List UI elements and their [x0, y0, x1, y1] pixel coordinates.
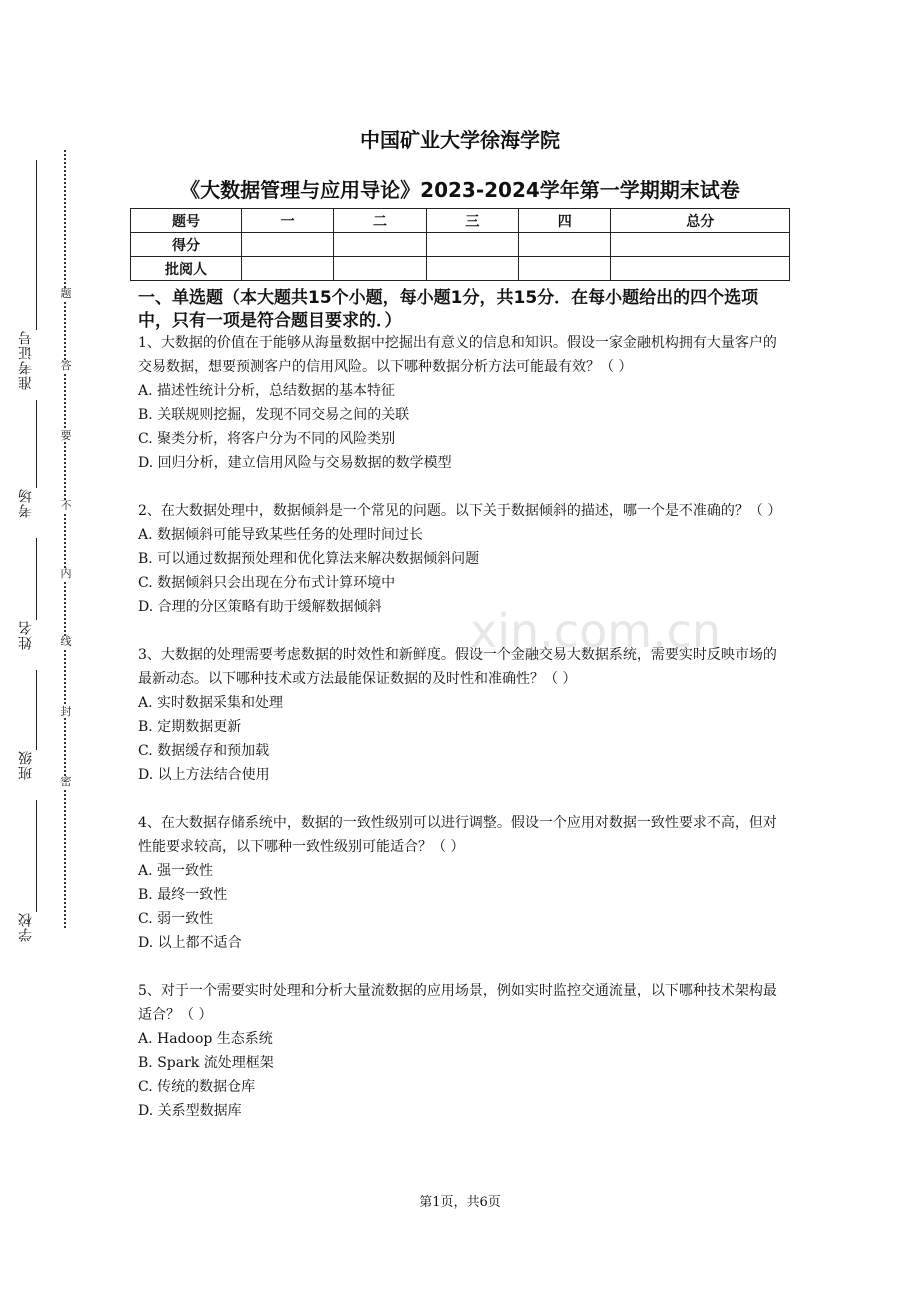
option-a: A. 描述性统计分析，总结数据的基本特征 [138, 383, 396, 399]
question-list [138, 331, 788, 1147]
question-stem: 5、对于一个需要实时处理和分析大量流数据的应用场景，例如实时监控交通流量，以下哪种技术架构最适合？（ ） [138, 983, 777, 1023]
option-a: A. 强一致性 [138, 863, 214, 879]
page-footer: 第1页，共6页 [419, 1195, 501, 1210]
option-d: D. 回归分析，建立信用风险与交易数据的数学模型 [138, 455, 452, 471]
score-table-header: 二 [334, 209, 426, 233]
seal-dotted-line [64, 150, 66, 928]
reviewer-cell [426, 257, 518, 281]
binding-field-school: 学校 [18, 912, 34, 942]
score-table-header: 总分 [611, 209, 790, 233]
score-table-row [131, 257, 790, 281]
option-c: C. 聚类分析，将客户分为不同的风险类别 [138, 431, 396, 447]
seal-word: 不 [60, 499, 72, 512]
score-table-header: 四 [519, 209, 611, 233]
score-table-header: 三 [426, 209, 518, 233]
score-cell [611, 233, 790, 257]
score-table-header: 一 [242, 209, 334, 233]
option-c: C. 数据缓存和预加载 [138, 743, 270, 759]
option-c: C. 弱一致性 [138, 911, 214, 927]
school-title: 中国矿业大学徐海学院 [360, 128, 560, 152]
score-table-row-label: 批阅人 [131, 257, 242, 281]
option-b: B. 可以通过数据预处理和优化算法来解决数据倾斜问题 [138, 551, 480, 567]
score-table-header: 题号 [131, 209, 242, 233]
blank-line-school [36, 800, 37, 912]
binding-field-class: 班级 [18, 750, 34, 780]
binding-field-exam-room: 考场 [18, 488, 34, 518]
exam-title: 《大数据管理与应用导论》2023-2024学年第一学期期末试卷 [180, 178, 740, 202]
score-table [130, 208, 790, 281]
blank-line-name [36, 538, 37, 620]
option-b: B. 定期数据更新 [138, 719, 242, 735]
score-table-row [131, 233, 790, 257]
option-d: D. 以上方法结合使用 [138, 767, 270, 783]
reviewer-cell [334, 257, 426, 281]
question-stem: 2、在大数据处理中，数据倾斜是一个常见的问题。以下关于数据倾斜的描述，哪一个是不准确的？（ ） [138, 503, 782, 519]
seal-word: 要 [60, 429, 72, 442]
binding-field-exam-number: 准考证号 [18, 330, 34, 390]
option-b: B. 最终一致性 [138, 887, 228, 903]
seal-word: 答 [60, 359, 72, 372]
question-5 [138, 979, 788, 1123]
blank-line-exam-room [36, 400, 37, 488]
question-stem: 1、大数据的价值在于能够从海量数据中挖掘出有意义的信息和知识。假设一家金融机构拥有大量客户的交易数据，想要预测客户的信用风险。以下哪种数据分析方法可能最有效？（ ） [138, 335, 777, 375]
seal-word: 封 [60, 705, 72, 718]
question-stem: 3、大数据的处理需要考虑数据的时效性和新鲜度。假设一个金融交易大数据系统，需要实时反映市场的最新动态。以下哪种技术或方法最能保证数据的及时性和准确性？（ ） [138, 647, 777, 687]
option-b: B. 关联规则挖掘，发现不同交易之间的关联 [138, 407, 410, 423]
question-3 [138, 643, 788, 787]
option-a: A. 数据倾斜可能导致某些任务的处理时间过长 [138, 527, 424, 543]
option-a: A. Hadoop 生态系统 [138, 1031, 273, 1047]
seal-word: 线 [60, 635, 72, 648]
seal-word: 题 [60, 287, 72, 300]
option-c: C. 数据倾斜只会出现在分布式计算环境中 [138, 575, 396, 591]
question-1 [138, 331, 788, 475]
reviewer-cell [611, 257, 790, 281]
option-a: A. 实时数据采集和处理 [138, 695, 284, 711]
binding-field-name: 姓名 [18, 620, 34, 650]
reviewer-cell [519, 257, 611, 281]
seal-word: 内 [60, 567, 72, 580]
score-cell [242, 233, 334, 257]
blank-line-class [36, 670, 37, 750]
reviewer-cell [242, 257, 334, 281]
option-b: B. Spark 流处理框架 [138, 1055, 274, 1071]
question-4 [138, 811, 788, 955]
option-d: D. 以上都不适合 [138, 935, 242, 951]
score-table-header-row [131, 209, 790, 233]
watermark: xin.com.cn [470, 604, 722, 658]
question-stem: 4、在大数据存储系统中，数据的一致性级别可以进行调整。假设一个应用对数据一致性要求不高，但对性能要求较高，以下哪种一致性级别可能适合？（ ） [138, 815, 777, 855]
question-2 [138, 499, 788, 619]
option-d: D. 关系型数据库 [138, 1103, 242, 1119]
option-c: C. 传统的数据仓库 [138, 1079, 256, 1095]
score-cell [334, 233, 426, 257]
score-cell [426, 233, 518, 257]
score-table-row-label: 得分 [131, 233, 242, 257]
seal-word: 密 [60, 775, 72, 788]
option-d: D. 合理的分区策略有助于缓解数据倾斜 [138, 599, 382, 615]
section-heading: 一、单选题（本大题共15个小题，每小题1分，共15分．在每小题给出的四个选项中，只有一项是符合题目要求的．） [138, 288, 759, 331]
score-cell [519, 233, 611, 257]
